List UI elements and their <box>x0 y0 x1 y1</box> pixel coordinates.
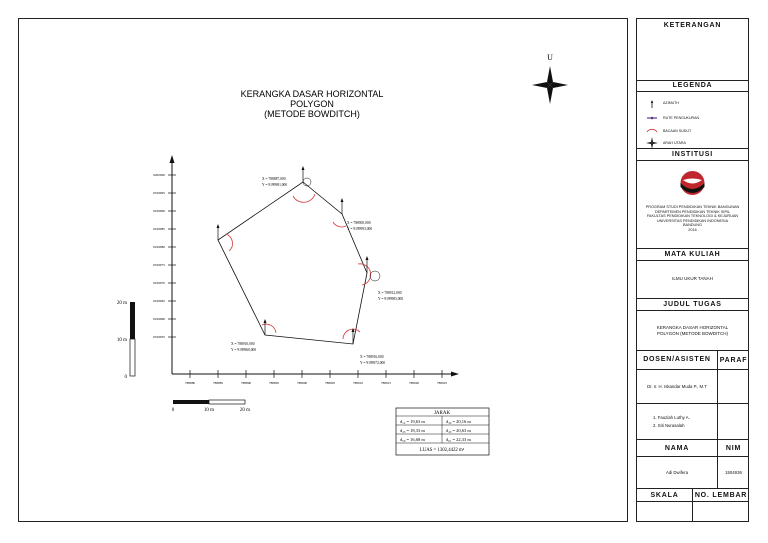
y-tick-label: 9199995 <box>153 191 165 196</box>
y-axis <box>170 155 175 374</box>
north-label: U <box>547 53 553 62</box>
asisten-1: 1. Fauziah Luthy A. <box>653 415 690 420</box>
legend-azimuth-icon <box>651 100 653 108</box>
hscale-0: 0 <box>171 408 175 413</box>
x-tick-label: 788880 <box>184 381 196 385</box>
station-p2-x: X = 788905,000 <box>347 221 371 225</box>
keterangan-section <box>637 19 748 81</box>
title-line-2: POLYGON <box>290 99 334 109</box>
x-tick-label: 788920 <box>408 381 420 385</box>
judul-tugas-section <box>637 311 748 351</box>
legend-angle-arc-icon <box>647 129 657 132</box>
institusi-header: INSTITUSI <box>671 151 714 158</box>
institusi-line-3: FAKULTAS PENDIDIKAN TEKNOLOGI & KEJURUAN <box>646 214 739 219</box>
y-tick-label: 9199970 <box>153 281 165 286</box>
asisten-list <box>653 414 690 430</box>
station-p3-x: X = 788912,000 <box>378 291 402 295</box>
jarak-r3c2: d₆₁ = 22,33 m <box>446 437 471 442</box>
institusi-line-6: 2016 <box>688 227 697 232</box>
jarak-r1c2: d₃₄ = 20,16 m <box>446 419 471 424</box>
north-arrow-icon <box>532 53 568 104</box>
jarak-luas: LUAS = 1302,4422 m² <box>419 448 465 453</box>
title-line-1: KERANGKA DASAR HORIZONTAL <box>240 89 384 99</box>
y-tick-label: 9199985 <box>153 227 165 232</box>
jarak-r3c1: d₅₆ = 16,68 m <box>400 437 425 442</box>
legend-route-icon <box>647 117 657 120</box>
institusi-text <box>637 205 748 233</box>
y-tick-label: 9199960 <box>153 317 165 322</box>
x-tick-label: 788895 <box>268 381 280 385</box>
legend-label-north: ARAH UTARA <box>663 141 686 145</box>
mata-kuliah-section <box>637 261 748 299</box>
y-tick-group <box>153 173 176 339</box>
jarak-r1c1: d₁₂ = 19,63 m <box>400 419 425 424</box>
nama-header: NAMA <box>664 445 690 452</box>
jarak-table <box>396 408 489 455</box>
horizontal-scale-bar <box>172 400 250 413</box>
skala-header-row <box>637 489 748 502</box>
y-tick-label: 9199965 <box>153 299 165 304</box>
institusi-section <box>637 161 748 249</box>
institusi-line-5: BANDUNG <box>683 223 702 228</box>
station-markers <box>217 166 381 344</box>
mata-kuliah-header-row <box>637 249 748 261</box>
x-tick-label: 788925 <box>436 381 448 385</box>
skala-divider <box>692 502 693 521</box>
vscale-0: 0 <box>124 375 127 380</box>
judul-tugas-line-2: POLYGON (METODE BOWDITCH) <box>656 330 729 336</box>
paraf-cell-asisten <box>717 404 749 440</box>
institusi-header-row <box>637 149 748 161</box>
x-tick-label: 788890 <box>240 381 252 385</box>
nim-header: NIM <box>717 440 749 457</box>
y-tick-label: 9199955 <box>153 335 165 340</box>
university-logo-icon <box>637 165 748 205</box>
hscale-20: 20 m <box>239 408 251 413</box>
vscale-20: 20 m <box>116 301 127 306</box>
jarak-title: JARAK <box>433 411 451 416</box>
dosen-asisten-header: DOSEN/ASISTEN <box>643 356 711 363</box>
x-tick-label: 788900 <box>296 381 308 385</box>
dosen-header-row <box>637 351 748 370</box>
mata-kuliah-header: MATA KULIAH <box>664 251 721 258</box>
survey-polygon <box>218 182 367 344</box>
title-block-panel <box>636 18 749 522</box>
y-tick-label: 9199980 <box>153 245 165 250</box>
x-tick-label: 788910 <box>352 381 364 385</box>
jarak-r2c1: d₂₃ = 18,33 m <box>400 428 425 433</box>
y-tick-label: 9199990 <box>153 209 165 214</box>
x-axis <box>172 372 459 377</box>
nama-row <box>637 457 748 489</box>
legend-label-angle: BACAAN SUDUT <box>663 129 692 133</box>
hscale-10: 10 m <box>203 408 215 413</box>
legend-label-azimuth: AZIMUTH <box>663 101 679 105</box>
station-p4-x: X = 788916,000 <box>360 355 384 359</box>
skala-header: SKALA <box>650 492 679 499</box>
title-line-3: (METODE BOWDITCH) <box>264 109 360 119</box>
mata-kuliah-value: ILMU UKUR TANAH <box>672 276 713 281</box>
x-tick-group <box>185 370 447 385</box>
legenda-header-row <box>637 81 748 92</box>
station-p2-y: Y = 9199993,000 <box>347 227 373 231</box>
institusi-line-4: UNIVERSITAS PENDIDIKAN INDONESIA <box>656 218 729 223</box>
paraf-header: PARAF <box>717 351 749 370</box>
vscale-10: 10 m <box>116 338 127 343</box>
dosen-row <box>637 370 748 404</box>
legend-north-star-icon <box>646 137 658 149</box>
judul-tugas-header-row <box>637 299 748 311</box>
nama-value: Adi Dwifera <box>666 470 688 475</box>
station-p3-y: Y = 9199985,000 <box>378 297 404 301</box>
station-p1-y: Y = 9199981,000 <box>262 183 288 187</box>
x-tick-label: 788885 <box>212 381 224 385</box>
station-p1-x: X = 788887,000 <box>262 177 286 181</box>
x-tick-label: 788905 <box>324 381 336 385</box>
nim-value: 1504936 <box>717 457 749 489</box>
y-tick-label: 9200000 <box>153 173 165 178</box>
paraf-cell-dosen <box>717 370 749 404</box>
legend-label-route: RUTE PENGUKURAN <box>663 116 700 120</box>
jarak-r2c2: d₄₅ = 20,63 m <box>446 428 471 433</box>
station-p5-x: X = 788910,000 <box>231 342 255 346</box>
judul-tugas-line-1: KERANGKA DASAR HORIZONTAL <box>656 325 729 330</box>
y-tick-label: 9199975 <box>153 263 165 268</box>
legenda-header: LEGENDA <box>672 82 713 89</box>
station-p5-y: Y = 9199960,000 <box>231 348 257 352</box>
station-p4-y: Y = 9199972,000 <box>360 361 386 365</box>
x-tick-label: 788915 <box>380 381 392 385</box>
vertical-scale-bar <box>117 301 135 380</box>
institusi-line-1: PROGRAM STUDI PENDIDIKAN TEKNIK BANGUNAN <box>645 205 740 209</box>
legenda-section <box>637 92 748 149</box>
institusi-line-2: DEPARTEMEN PENDIDIKAN TEKNIK SIPIL <box>654 209 731 214</box>
judul-tugas-header: JUDUL TUGAS <box>663 301 722 308</box>
nama-header-row <box>637 440 748 457</box>
dosen-name: Dr. Ir. H. Iskandar Muda P., M.T <box>647 384 707 389</box>
asisten-2: 2. Siti Nurasalah <box>653 423 685 428</box>
asisten-row <box>637 404 748 440</box>
keterangan-header: KETERANGAN <box>663 22 722 29</box>
no-lembar-header: NO. LEMBAR <box>692 489 749 502</box>
